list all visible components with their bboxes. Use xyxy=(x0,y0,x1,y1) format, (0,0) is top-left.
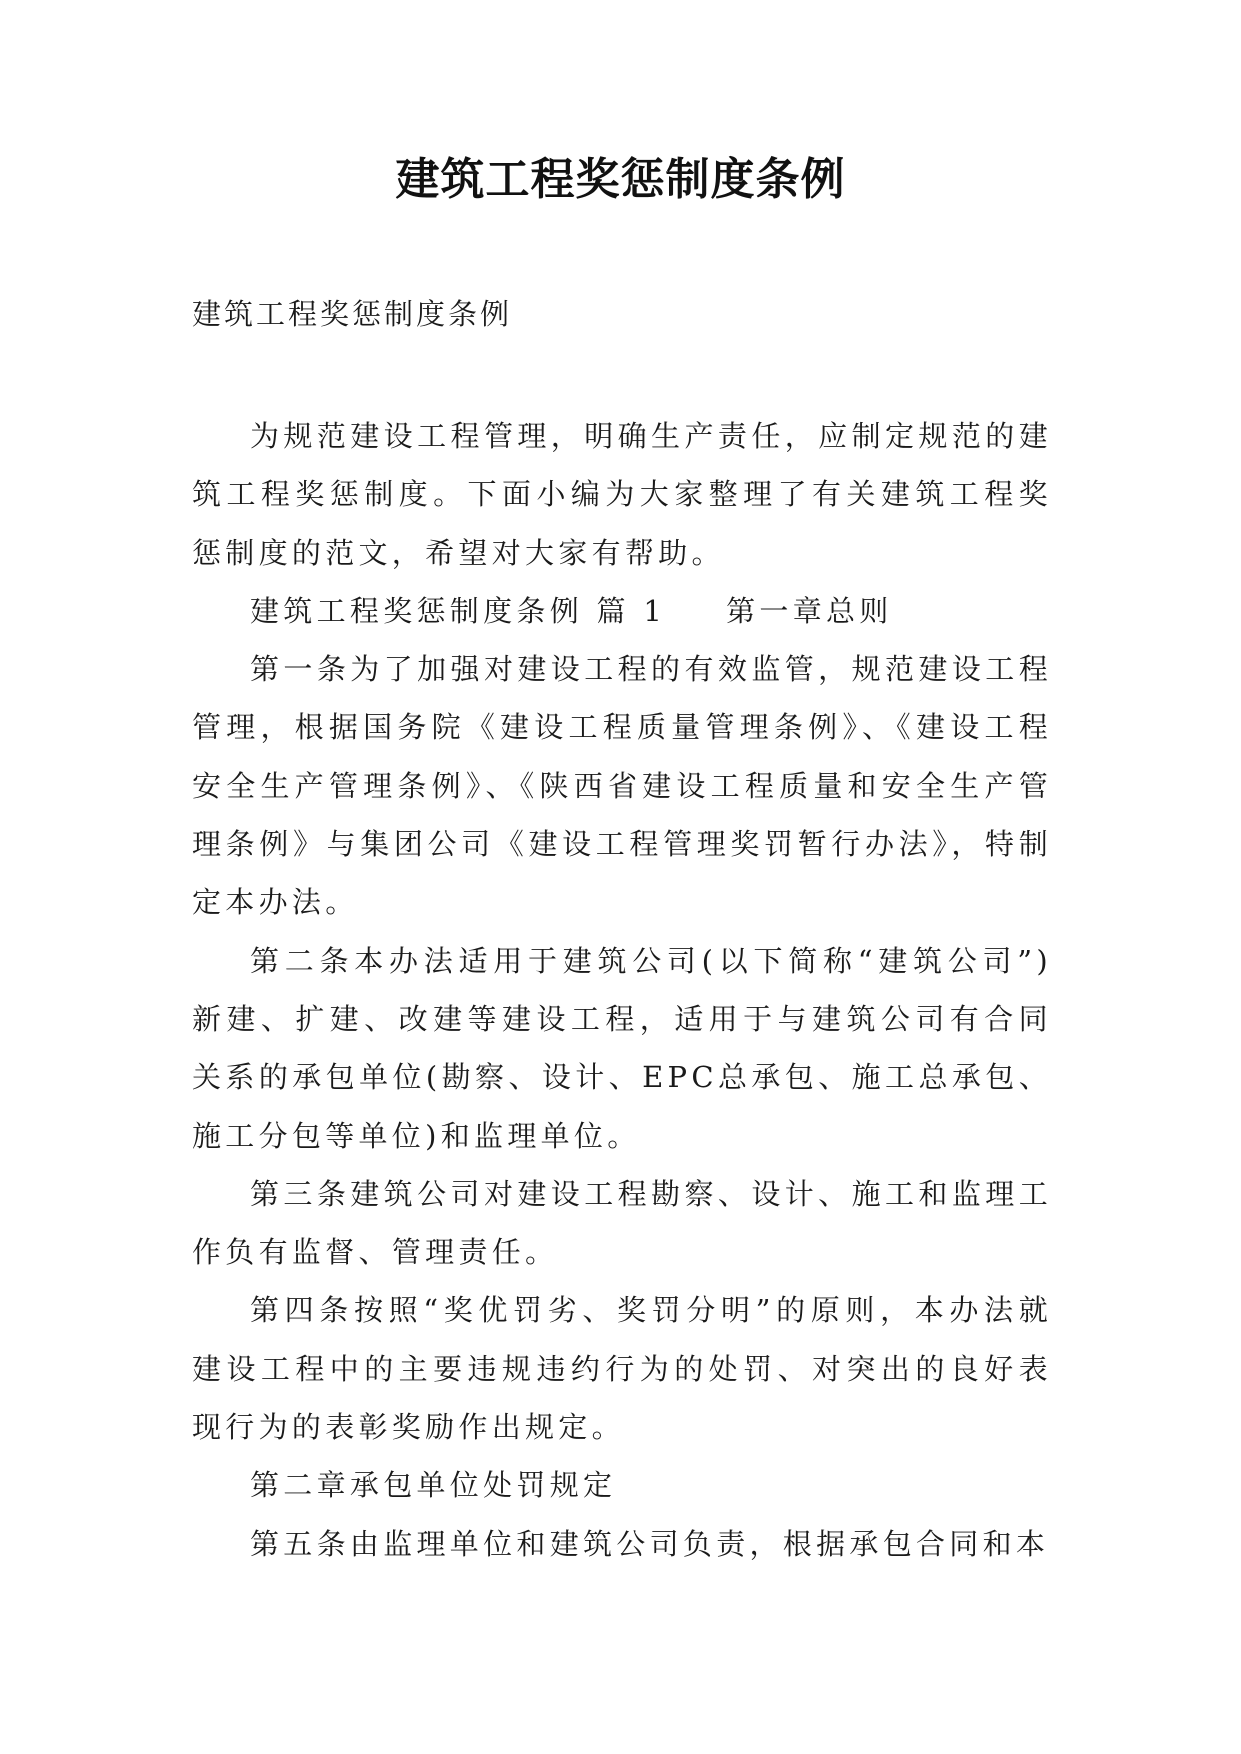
article-4-paragraph: 第四条按照“奖优罚劣、奖罚分明”的原则，本办法就建设工程中的主要违规违约行为的处罚、对突出的良好表现行为的表彰奖励作出规定。 xyxy=(192,1293,1052,1445)
section-heading-part: 建筑工程奖惩制度条例 篇 1 xyxy=(250,593,667,628)
section-heading-chapter: 第一章总则 xyxy=(726,593,893,628)
intro-paragraph: 为规范建设工程管理，明确生产责任，应制定规范的建筑工程奖惩制度。下面小编为大家整理了有关建筑工程奖惩制度的范文，希望对大家有帮助。 xyxy=(192,419,1052,570)
article-2-paragraph: 第二条本办法适用于建筑公司(以下简称“建筑公司”)新建、扩建、改建等建设工程，适用于与建筑公司有合同关系的承包单位(勘察、设计、EPC总承包、施工总承包、施工分包等单位)和监理单位。 xyxy=(192,943,1052,1153)
chapter-2-heading: 第二章承包单位处罚规定 xyxy=(250,1468,617,1503)
document-subtitle: 建筑工程奖惩制度条例 xyxy=(192,297,513,331)
article-5-paragraph: 第五条由监理单位和建筑公司负责，根据承包合同和本 xyxy=(250,1526,1050,1561)
section-heading xyxy=(192,582,1052,640)
document-title: 建筑工程奖惩制度条例 xyxy=(395,154,846,205)
article-1-paragraph: 第一条为了加强对建设工程的有效监管，规范建设工程管理，根据国务院《建设工程质量管理条例》、《建设工程安全生产管理条例》、《陕西省建设工程质量和安全生产管理条例》与集团公司《建设工程管理奖罚暂行办法》，特制定本办法。 xyxy=(192,652,1052,920)
document-body xyxy=(192,407,1052,1573)
article-3-paragraph: 第三条建筑公司对建设工程勘察、设计、施工和监理工作负有监督、管理责任。 xyxy=(192,1176,1052,1270)
